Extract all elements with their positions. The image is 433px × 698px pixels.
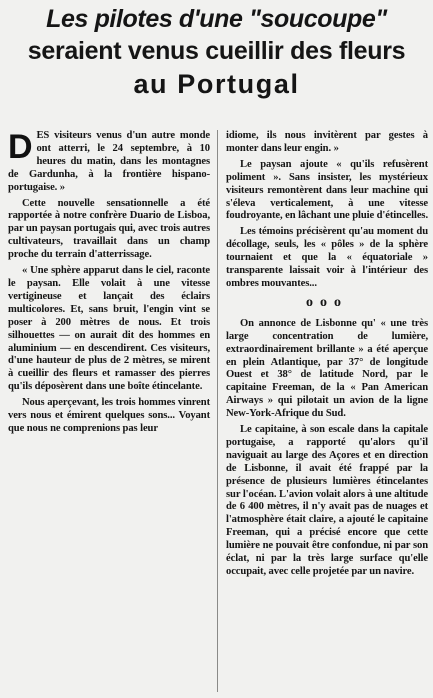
article-paragraph-9: Le capitaine, à son escale dans la capitale portugaise, a rapporté qu'alors qu'il naviguait au large des Açores et en direction de Lisbonne, il avait été frappé par la présence de plusieurs lumières étincelantes sur l'océan. L'avion volait alors à une altitude de 6 400 mètres, il n'y avait pas de nuages et l'atmosphère était claire, a ajouté le capitaine Freeman, qui a précisé encore que cette lumière ne pouvait être confondue, ni par son éclat, ni par la très large surface qu'elle occupait, avec celle projetée par un navire.	[226, 424, 428, 577]
headline-line-2: seraient venus cueillir des fleurs	[27, 37, 406, 65]
article-paragraph-8: On annonce de Lisbonne qu' « une très large concentration de lumière, extraordinairement brillante » a été aperçue en plein Atlantique, par 37° de longitude Ouest et 38° de latitude Nord, par le capitaine Freeman, de la « Pan American Airways » qui pilotait un avion de la ligne New-York-Afrique du Sud.	[226, 317, 428, 420]
article-paragraph-continued: idiome, ils nous invitèrent par gestes à monter dans leur engin. »	[226, 130, 428, 154]
paragraph-1-text: ES visiteurs venus d'un autre monde ont atterri, le 24 septembre, à 10 heures du matin, dans les montagnes de Gardunha, à la frontière hispano-portugaise. »	[8, 130, 210, 193]
article-paragraph-6: Le paysan ajoute « qu'ils refusèrent poliment ». Sans insister, les mystérieux visiteurs remontèrent dans leur machine qui s'éleva verticalement, à une vitesse foudroyante, en lâchant une pluie d'étincelles.	[226, 158, 428, 222]
article-paragraph-7: Les témoins précisèrent qu'au moment du décollage, seuls, les « pôles » de la sphère tournaient et que la « équatoriale » transparente laissait voir à l'intérieur des ombres mouvantes...	[226, 226, 428, 289]
drop-cap: D	[8, 128, 33, 166]
article-paragraph-4: Nous aperçevant, les trois hommes vinrent vers nous et émirent quelques sons... Voyant que nous ne comprenions pas leur	[8, 397, 210, 434]
headline	[4, 4, 429, 100]
article-paragraph-3: « Une sphère apparut dans le ciel, raconte le paysan. Elle volait à une vitesse vertigineuse et lançait des éclairs multicolores. Et, sans bruit, l'engin vint se poser à 200 mètres de nous. Et trois silhouettes — on aurait dit des hommes en aluminium — en descendirent. Ces visiteurs, d'une hauteur de plus de 2 mètres, se mirent à cueillir des fleurs et ramasser des pierres qu'ils déposèrent dans une boîte étincelante.	[8, 265, 210, 393]
column-divider	[217, 130, 218, 692]
section-separator: ooo	[306, 294, 348, 310]
article-paragraph-1	[8, 130, 210, 195]
article-column-left	[8, 130, 210, 439]
article-column-right	[226, 130, 428, 582]
headline-line-1: Les pilotes d'une "soucoupe"	[46, 5, 387, 33]
headline-line-3: au Portugal	[133, 69, 300, 99]
article-paragraph-2: Cette nouvelle sensationnelle a été rapportée à notre confrère Duario de Lisboa, par un paysan portugais qui, avec trois autres cultivateurs, travaillait dans un champ proche du terrain d'atterrissage.	[8, 197, 211, 261]
